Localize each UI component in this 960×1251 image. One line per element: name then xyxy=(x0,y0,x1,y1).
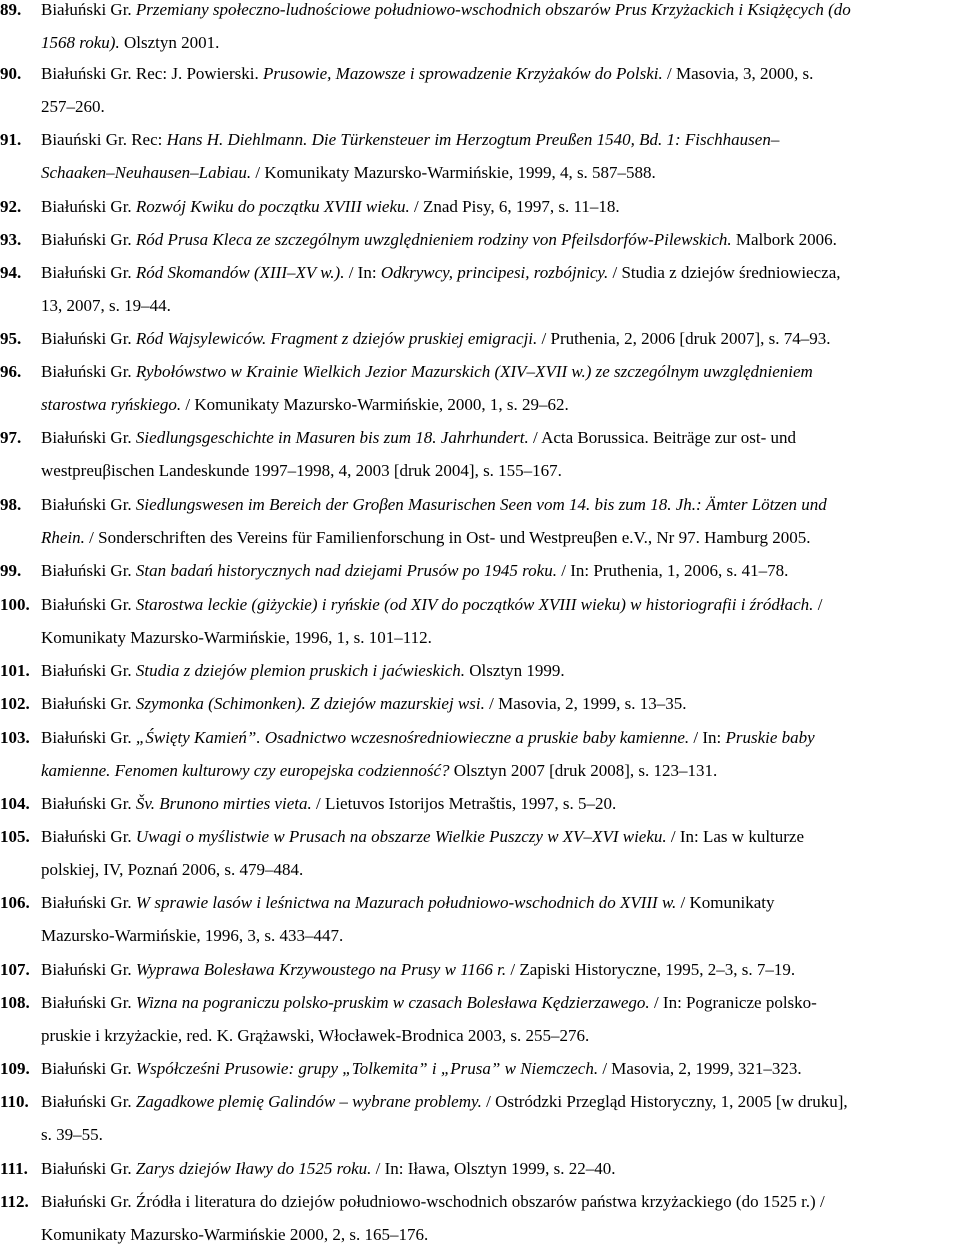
entry-number: 94. xyxy=(0,263,22,282)
entry-text: / xyxy=(813,595,823,614)
entry-text: Białuński Gr. xyxy=(41,495,136,514)
entry-text: / In: Las w kulturze xyxy=(666,827,805,846)
entry-text: Białuński Gr. xyxy=(41,827,136,846)
entry-title-text: Šv. Brunono mirties vieta. xyxy=(135,794,312,813)
entry-number: 95. xyxy=(0,329,22,348)
entry-number: 102. xyxy=(0,694,30,713)
entry-title-text: Starostwa leckie (giżyckie) i ryńskie (od XIV do początków XVIII wieku) w historiografii i źródłach. xyxy=(135,595,814,614)
entry-text: / In: Pruthenia, 1, 2006, s. 41–78. xyxy=(556,561,789,580)
entry-text: pruskie i krzyżackie, red. K. Grążawski, Włocławek-Brodnica 2003, s. 255–276. xyxy=(41,1026,590,1045)
entry-number: 104. xyxy=(0,794,30,813)
entry-number: 112. xyxy=(0,1192,29,1211)
entry-line xyxy=(41,57,813,90)
entry-text: / Masovia, 2, 1999, s. 13–35. xyxy=(484,694,687,713)
entry-line xyxy=(41,388,569,421)
entry-text: / Acta Borussica. Beiträge zur ost- und xyxy=(528,428,796,447)
entry-text: Białuński Gr. xyxy=(41,230,136,249)
entry-number: 103. xyxy=(0,728,30,747)
entry-title-text: Szymonka (Schimonken). Z dziejów mazurskiej wsi. xyxy=(135,694,485,713)
entry-number: 110. xyxy=(0,1092,29,1111)
entry-number: 93. xyxy=(0,230,22,249)
entry-title-text: Siedlungswesen im Bereich der Groβen Masurischen Seen vom 14. bis zum 18. Jh.: Ämter Lötzen und xyxy=(135,495,827,514)
entry-line xyxy=(41,256,841,289)
entry-line xyxy=(41,322,831,355)
entry-text: Olsztyn 2007 [druk 2008], s. 123–131. xyxy=(449,761,718,780)
entry-text: Białuński Gr. xyxy=(41,362,136,381)
entry-line xyxy=(41,853,303,886)
entry-text: Białuński Gr. Rec: J. Powierski. xyxy=(41,64,263,83)
entry-title-text: kamienne. Fenomen kulturowy czy europejska codzienność? xyxy=(41,761,450,780)
entry-title-text: Rozwój Kwiku do początku XVIII wieku. xyxy=(135,197,410,216)
entry-text: Białuński Gr. xyxy=(41,661,136,680)
entry-line xyxy=(41,1218,428,1251)
entry-number: 107. xyxy=(0,960,30,979)
entry-text: Białuński Gr. xyxy=(41,0,136,19)
entry-line xyxy=(41,223,837,256)
entry-text: / In: xyxy=(344,263,381,282)
entry-line xyxy=(41,886,775,919)
entry-text: Białuński Gr. xyxy=(41,197,136,216)
entry-number: 92. xyxy=(0,197,22,216)
entry-text: / Masovia, 3, 2000, s. xyxy=(662,64,814,83)
entry-number: 109. xyxy=(0,1059,30,1078)
entry-number: 106. xyxy=(0,893,30,912)
entry-text: Komunikaty Mazursko-Warmińskie, 1996, 1, s. 101–112. xyxy=(41,628,432,647)
entry-line xyxy=(41,1118,103,1151)
entry-text: Olsztyn 1999. xyxy=(465,661,565,680)
entry-text: / Komunikaty Mazursko-Warmińskie, 2000, 1, s. 29–62. xyxy=(181,395,569,414)
entry-line xyxy=(41,687,687,720)
entry-title-text: Hans H. Diehlmann. Die Türkensteuer im Herzogtum Preußen 1540, Bd. 1: Fischhausen– xyxy=(166,130,780,149)
entry-line xyxy=(41,123,779,156)
entry-text: Malbork 2006. xyxy=(731,230,837,249)
entry-line xyxy=(41,919,343,952)
entry-number: 90. xyxy=(0,64,22,83)
entry-title-text: Rhein. xyxy=(41,528,85,547)
entry-number: 100. xyxy=(0,595,30,614)
entry-line xyxy=(41,156,656,189)
entry-text: Białuński Gr. xyxy=(41,595,136,614)
entry-line xyxy=(41,754,717,787)
entry-text: Białuński Gr. xyxy=(41,1092,136,1111)
entry-text: / In: Iława, Olsztyn 1999, s. 22–40. xyxy=(371,1159,616,1178)
entry-line xyxy=(41,90,105,123)
entry-text: s. 39–55. xyxy=(41,1125,103,1144)
entry-line xyxy=(41,421,796,454)
entry-line xyxy=(41,355,813,388)
entry-title-text: Wizna na pograniczu polsko-pruskim w czasach Bolesława Kędzierzawego. xyxy=(135,993,650,1012)
entry-text: / Masovia, 2, 1999, 321–323. xyxy=(598,1059,802,1078)
entry-line xyxy=(41,190,620,223)
entry-title-text: Zarys dziejów Iławy do 1525 roku. xyxy=(135,1159,372,1178)
entry-line xyxy=(41,588,822,621)
entry-line xyxy=(41,953,795,986)
entry-title-text: Stan badań historycznych nad dziejami Prusów po 1945 roku. xyxy=(135,561,557,580)
entry-line xyxy=(41,0,851,26)
entry-number: 89. xyxy=(0,0,22,19)
entry-text: Białuński Gr. xyxy=(41,263,136,282)
entry-line xyxy=(41,26,219,59)
entry-line xyxy=(41,986,817,1019)
entry-text: Białuński Gr. xyxy=(41,1159,136,1178)
entry-number: 97. xyxy=(0,428,22,447)
entry-number: 111. xyxy=(0,1159,28,1178)
entry-number: 96. xyxy=(0,362,22,381)
entry-title-text: Ród Skomandów (XIII–XV w.). xyxy=(135,263,345,282)
entry-title-text: Studia z dziejów plemion pruskich i jaćwieskich. xyxy=(135,661,466,680)
entry-text: / Komunikaty xyxy=(676,893,775,912)
entry-text: / Pruthenia, 2, 2006 [druk 2007], s. 74–93. xyxy=(537,329,831,348)
entry-title-text: „Święty Kamień”. Osadnictwo wczesnośredniowieczne a pruskie baby kamienne. xyxy=(135,728,690,747)
entry-text: / Sonderschriften des Vereins für Familienforschung in Ost- und Westpreuβen e.V., Nr 97. Hamburg 2005. xyxy=(84,528,811,547)
entry-line xyxy=(41,721,815,754)
entry-text: westpreuβischen Landeskunde 1997–1998, 4, 2003 [druk 2004], s. 155–167. xyxy=(41,461,562,480)
entry-line xyxy=(41,1052,802,1085)
entry-text: Mazursko-Warmińskie, 1996, 3, s. 433–447. xyxy=(41,926,344,945)
entry-line xyxy=(41,521,810,554)
entry-text: / Znad Pisy, 6, 1997, s. 11–18. xyxy=(409,197,620,216)
entry-text: Białuński Gr. xyxy=(41,893,136,912)
entry-title-text: Ród Wajsylewiców. Fragment z dziejów pruskiej emigracji. xyxy=(135,329,538,348)
entry-line xyxy=(41,488,827,521)
entry-text: Białuński Gr. xyxy=(41,561,136,580)
entry-title-text: Schaaken–Neuhausen–Labiau. xyxy=(41,163,252,182)
entry-text: Białuński Gr. xyxy=(41,728,136,747)
entry-number: 99. xyxy=(0,561,22,580)
entry-title-text: Pruskie baby xyxy=(725,728,815,747)
entry-text: Biauński Gr. Rec: xyxy=(41,130,167,149)
entry-line xyxy=(41,1085,848,1118)
entry-text: / Lietuvos Istorijos Metraštis, 1997, s. 5–20. xyxy=(311,794,617,813)
entry-title-text: Współcześni Prusowie: grupy „Tolkemita” i „Prusa” w Niemczech. xyxy=(135,1059,599,1078)
entry-text: / In: xyxy=(689,728,726,747)
entry-text: / Ostródzki Przegląd Historyczny, 1, 2005 [w druku], xyxy=(481,1092,848,1111)
entry-title-text: 1568 roku). xyxy=(41,33,120,52)
entry-line xyxy=(41,787,616,820)
entry-text: 13, 2007, s. 19–44. xyxy=(41,296,171,315)
entry-line xyxy=(41,1019,589,1052)
entry-title-text: Zagadkowe plemię Galindów – wybrane problemy. xyxy=(135,1092,482,1111)
entry-text: Białuński Gr. xyxy=(41,960,136,979)
entry-text: Białuński Gr. xyxy=(41,428,136,447)
entry-number: 108. xyxy=(0,993,30,1012)
entry-text: / Komunikaty Mazursko-Warmińskie, 1999, 4, s. 587–588. xyxy=(251,163,656,182)
entry-title-text: starostwa ryńskiego. xyxy=(41,395,182,414)
entry-number: 98. xyxy=(0,495,22,514)
entry-text: Białuński Gr. Źródła i literatura do dziejów południowo-wschodnich obszarów państwa krzyżackiego (do 1525 r.) / xyxy=(41,1192,825,1211)
entry-text: / Studia z dziejów średniowiecza, xyxy=(608,263,841,282)
entry-title-text: W sprawie lasów i leśnictwa na Mazurach południowo-wschodnich do XVIII w. xyxy=(135,893,677,912)
entry-line xyxy=(41,454,562,487)
entry-number: 105. xyxy=(0,827,30,846)
entry-title-text: Odkrywcy, principesi, rozbójnicy. xyxy=(380,263,609,282)
entry-title-text: Wyprawa Bolesława Krzywoustego na Prusy w 1166 r. xyxy=(135,960,507,979)
entry-text: / Zapiski Historyczne, 1995, 2–3, s. 7–19. xyxy=(506,960,796,979)
entry-text: Białuński Gr. xyxy=(41,1059,136,1078)
entry-text: Komunikaty Mazursko-Warmińskie 2000, 2, s. 165–176. xyxy=(41,1225,429,1244)
entry-line xyxy=(41,554,788,587)
entry-text: Białuński Gr. xyxy=(41,694,136,713)
entry-line xyxy=(41,820,804,853)
entry-line xyxy=(41,621,432,654)
entry-text: Olsztyn 2001. xyxy=(119,33,220,52)
entry-title-text: Przemiany społeczno-ludnościowe południowo-wschodnich obszarów Prus Krzyżackich i Książęcych (do xyxy=(135,0,851,19)
entry-line xyxy=(41,654,565,687)
entry-number: 91. xyxy=(0,130,22,149)
entry-text: Białuński Gr. xyxy=(41,993,136,1012)
entry-title-text: Siedlungsgeschichte in Masuren bis zum 18. Jahrhundert. xyxy=(135,428,529,447)
entry-text: Białuński Gr. xyxy=(41,329,136,348)
entry-title-text: Uwagi o myślistwie w Prusach na obszarze Wielkie Puszczy w XV–XVI wieku. xyxy=(135,827,667,846)
entry-text: Białuński Gr. xyxy=(41,794,136,813)
entry-line xyxy=(41,1185,825,1218)
entry-text: 257–260. xyxy=(41,97,105,116)
entry-line xyxy=(41,1152,616,1185)
entry-text: / In: Pogranicze polsko- xyxy=(649,993,817,1012)
entry-title-text: Ród Prusa Kleca ze szczególnym uwzględnieniem rodziny von Pfeilsdorfów-Pilewskich. xyxy=(135,230,732,249)
entry-title-text: Rybołówstwo w Krainie Wielkich Jezior Mazurskich (XIV–XVII w.) ze szczególnym uwzględnieniem xyxy=(135,362,813,381)
entry-text: polskiej, IV, Poznań 2006, s. 479–484. xyxy=(41,860,304,879)
entry-line xyxy=(41,289,171,322)
entry-title-text: Prusowie, Mazowsze i sprowadzenie Krzyżaków do Polski. xyxy=(262,64,663,83)
entry-number: 101. xyxy=(0,661,30,680)
